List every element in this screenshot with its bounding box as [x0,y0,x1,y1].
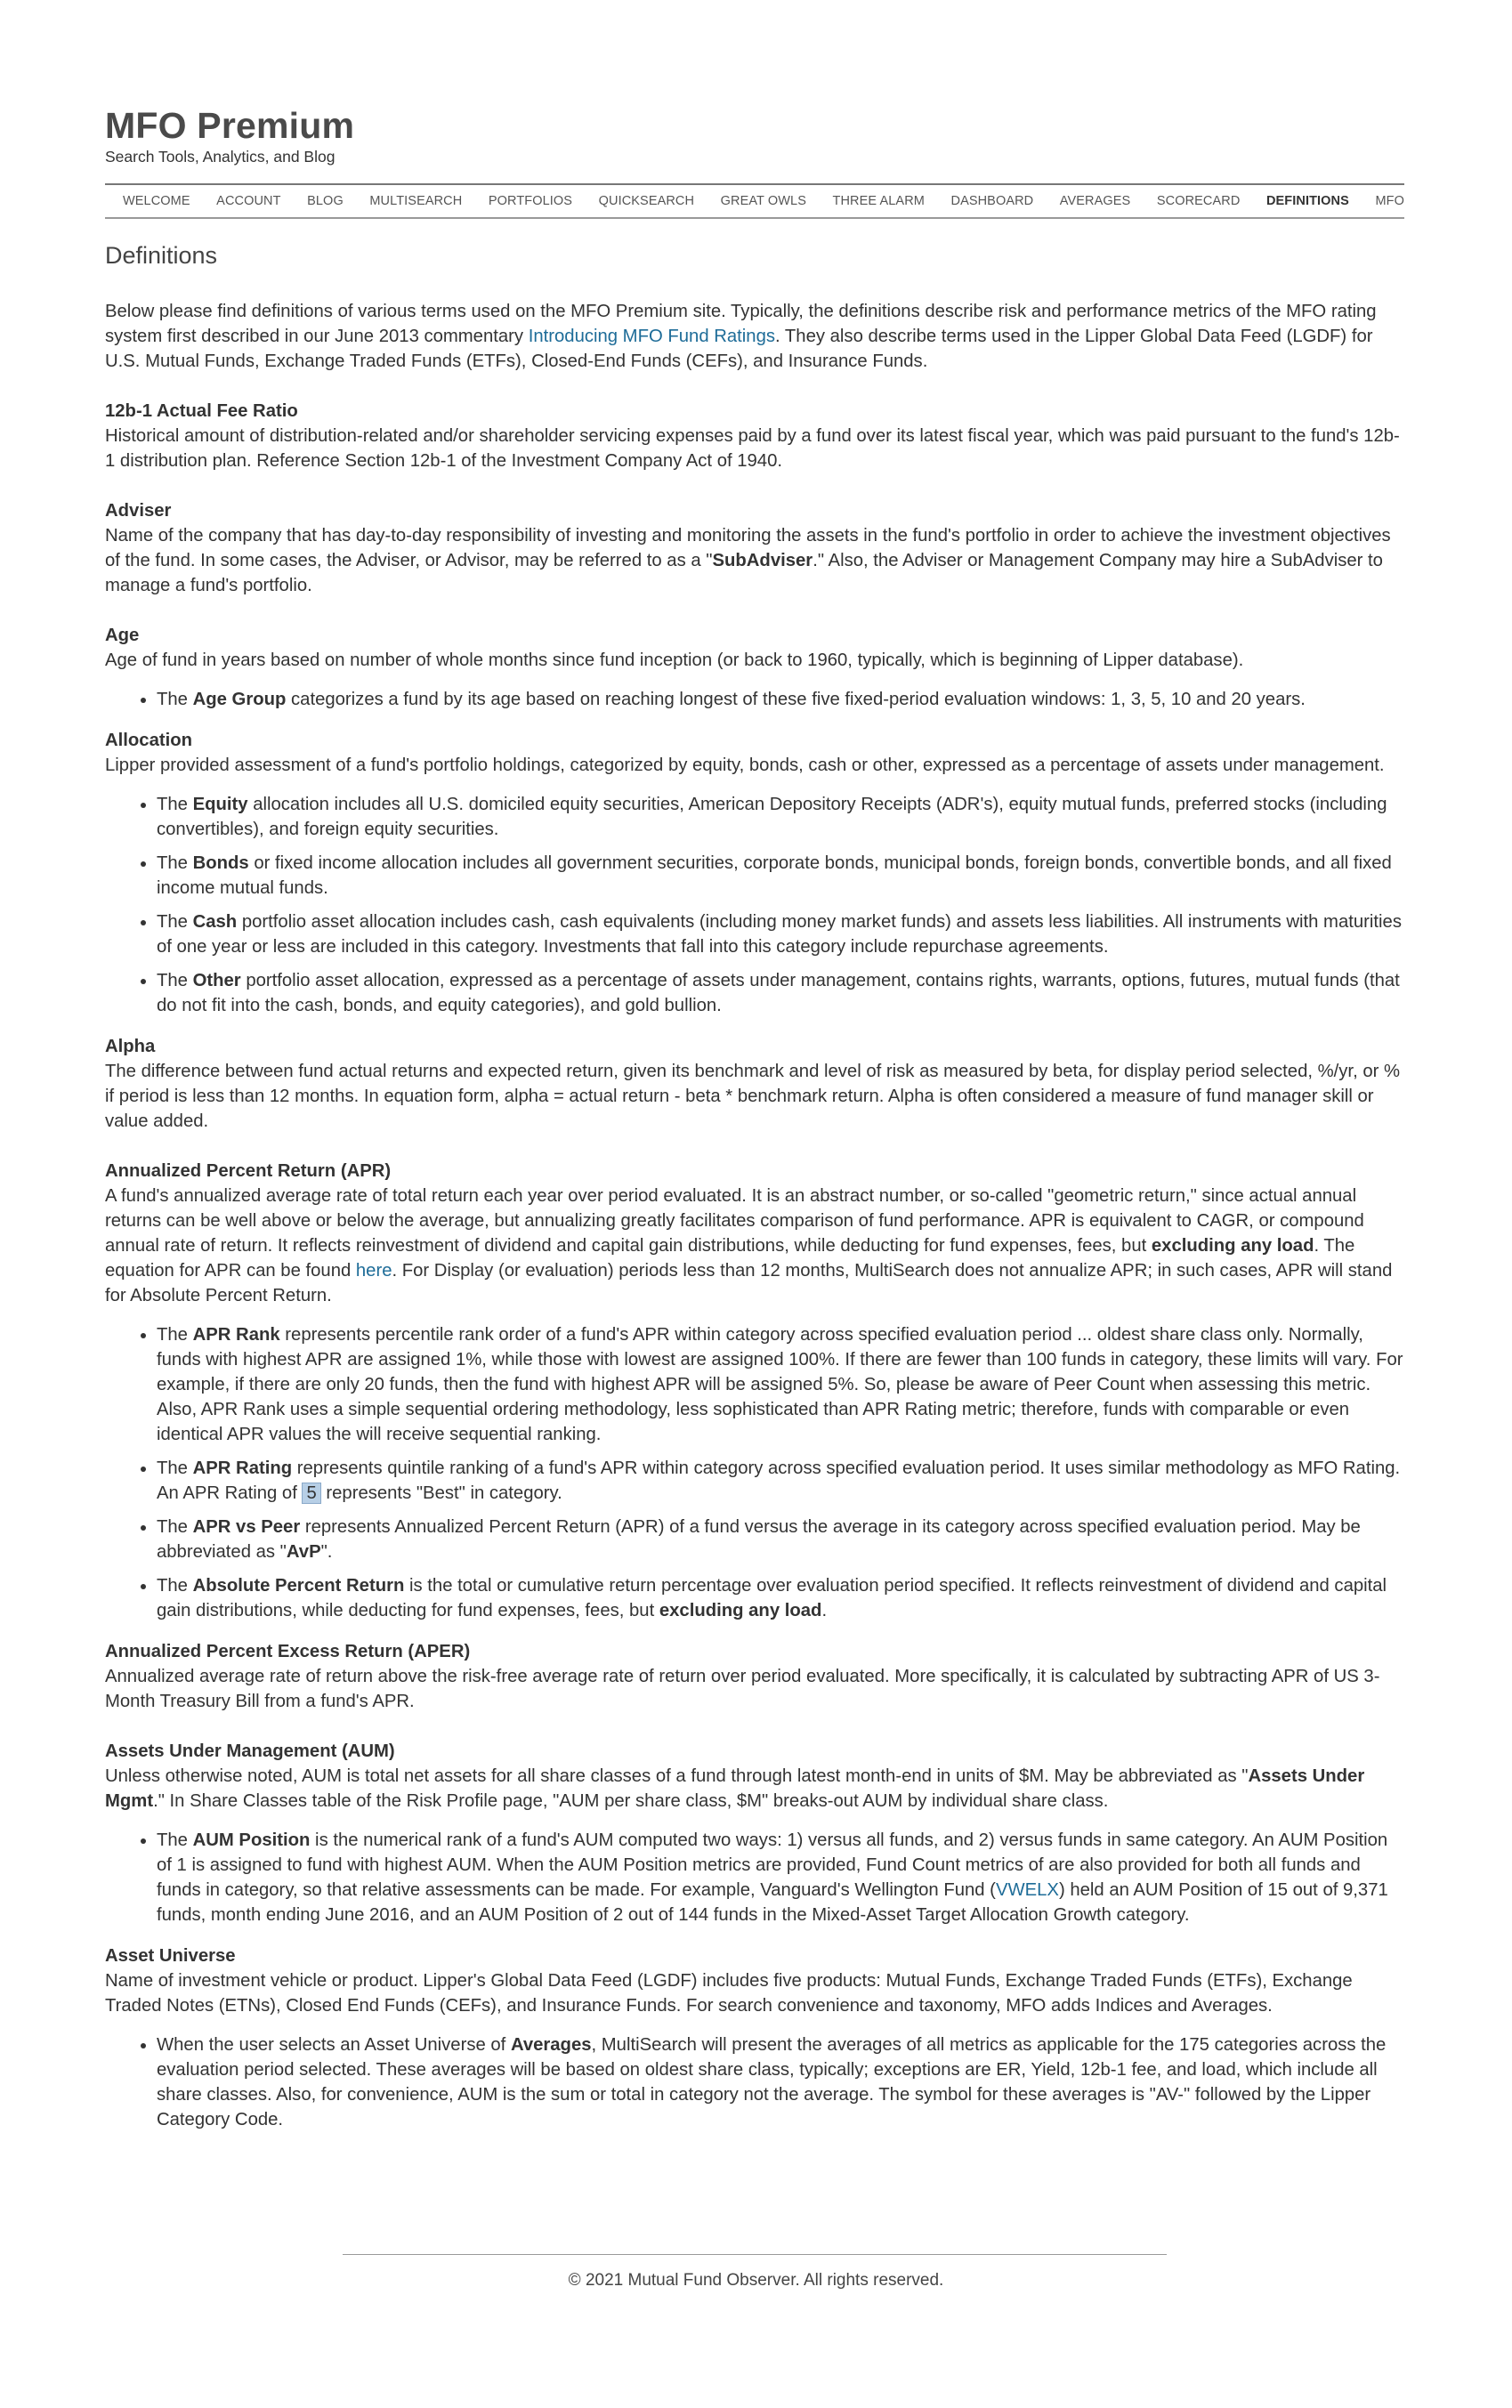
site-tagline: Search Tools, Analytics, and Blog [105,148,336,166]
bold-text: Other [192,971,241,990]
intro-text-2: . They also describe terms used in the Lipper Global Data Feed (LGDF) for U.S. Mutual Funds, Exchange Traded Funds (ETFs), Closed-End Funds (CEFs), and Insurance Funds. [105,327,1373,371]
bullet-list [105,687,1404,712]
term-aum [105,1739,1404,1927]
term-body: Annualized average rate of return above the risk-free average rate of return over period evaluated. More specifically, it is calculated by subtracting APR of US 3-Month Treasury Bill from a fund's APR. [105,1667,1380,1711]
text: ." In Share Classes table of the Risk Profile page, "AUM per share class, $M" breaks-out AUM by individual share class. [153,1791,1109,1811]
list-item [157,851,1404,901]
term-body: Lipper provided assessment of a fund's portfolio holdings, categorized by equity, bonds, cash or other, expressed as a percentage of assets under management. [105,756,1385,775]
term-12b1 [105,399,1404,473]
bold-text: Equity [192,795,248,814]
term-body: Age of fund in years based on number of whole months since fund inception (or back to 1960, typically, which is beginning of Lipper database). [105,650,1244,670]
bold-text: APR Rank [192,1325,280,1345]
list-item [157,1456,1404,1506]
bold-text: APR Rating [192,1459,293,1478]
site-title[interactable]: MFO Premium [105,105,355,146]
text: A fund's annualized average rate of total return each year over period evaluated. It is an abstract number, or so-called "geometric return," since actual annual returns can be well above or below the average, but annualizing greatly facilitates comparison of fund performance. APR is equivalent to CAGR, or compound annual rate of return. It reflects reinvestment of dividend and capital gain distributions, while deducting for fund expenses, fees, but [105,1186,1364,1256]
text: allocation includes all U.S. domiciled equity securities, American Depository Receipts (ADR's), equity mutual funds, preferred stocks (including convertibles), and foreign equity securities. [157,795,1387,839]
text: The [157,1325,193,1345]
bold-text: Age Group [192,690,287,709]
bullet-list [105,792,1404,1018]
page-title: Definitions [105,242,218,269]
nav-scorecard[interactable]: SCORECARD [1156,194,1241,208]
text: represents percentile rank order of a fund's APR within category across specified evaluation period ... oldest share class only. Normally, funds with highest APR are assigned 1%, while those with lowest are assigned 100%. If there are fewer than 100 funds in category, these limits will vary. For example, if there are only 20 funds, then the fund with highest APR will be assigned 5%. So, please be aware of Peer Count when assessing this metric. Also, APR Rank uses a simple sequential ordering methodology, less sophisticated than APR Rating metric; therefore, funds with comparable or even identical APR values the will receive sequential ranking. [157,1325,1403,1444]
term-heading: 12b-1 Actual Fee Ratio [105,401,298,421]
text: The [157,1830,193,1850]
text: portfolio asset allocation includes cash, cash equivalents (including money market funds) and assets less liabilities. All instruments with maturities of one year or less are included in this category. Investments that fall into this category include repurchase agreements. [157,912,1402,957]
text: When the user selects an Asset Universe of [157,2035,511,2055]
term-apr [105,1159,1404,1623]
text: or fixed income allocation includes all government securities, corporate bonds, municipal bonds, foreign bonds, convertible bonds, and all fixed income mutual funds. [157,853,1392,898]
term-heading: Asset Universe [105,1946,236,1966]
bold-text: AvP [286,1542,321,1562]
nav-averages[interactable]: AVERAGES [1059,194,1131,208]
term-body [105,1184,1404,1308]
bold-text: APR vs Peer [192,1517,301,1537]
footer-copyright: © 2021 Mutual Fund Observer. All rights reserved. [568,2271,944,2290]
list-item [157,1322,1404,1447]
term-body [105,1764,1404,1814]
text: The [157,795,193,814]
list-item [157,1573,1404,1623]
term-body: Name of investment vehicle or product. Lipper's Global Data Feed (LGDF) includes five products: Mutual Funds, Exchange Traded Funds (ETFs), Exchange Traded Notes (ETNs), Closed End Funds (CEFs), and Insurance Funds. For search convenience and taxonomy, MFO adds Indices and Averages. [105,1971,1353,2016]
nav-welcome[interactable]: WELCOME [123,194,190,208]
text: . The equation for APR can be found [105,1236,1355,1281]
bold-text: AUM Position [192,1830,311,1850]
nav-portfolios[interactable]: PORTFOLIOS [488,194,573,208]
definitions-content [105,299,1404,2148]
list-item [157,687,1404,712]
nav-definitions[interactable]: DEFINITIONS [1265,194,1349,208]
text: represents Annualized Percent Return (APR) of a fund versus the average in its category across specified evaluation period. May be abbreviated as " [157,1517,1361,1562]
text: is the total or cumulative return percentage over evaluation period specified. It reflects reinvestment of dividend and capital gain distributions, while deducting for fund expenses, fees, but [157,1576,1387,1620]
text: Unless otherwise noted, AUM is total net assets for all share classes of a fund through latest month-end in units of $M. May be abbreviated as " [105,1766,1249,1786]
footer-divider [343,2254,1167,2255]
rating-badge: 5 [302,1483,320,1504]
term-heading: Assets Under Management (AUM) [105,1741,395,1761]
list-item [157,909,1404,959]
vwelx-link[interactable]: VWELX [995,1880,1059,1900]
term-aper [105,1639,1404,1714]
text: The [157,1576,193,1596]
bold-text: Absolute Percent Return [192,1576,405,1596]
text: The [157,853,193,873]
introducing-ratings-link[interactable]: Introducing MFO Fund Ratings [528,327,776,346]
text: ." Also, the Adviser or Management Company may hire a SubAdviser to manage a fund's portfolio. [105,551,1383,595]
term-heading: Alpha [105,1037,156,1056]
text: represents quintile ranking of a fund's APR within category across specified evaluation period. It uses similar methodology as MFO Rating. An APR Rating of [157,1459,1401,1503]
term-body: The difference between fund actual returns and expected return, given its benchmark and level of risk as measured by beta, for display period selected, %/yr, or % if period is less than 12 months. In equation form, alpha = actual return - beta * benchmark return. Alpha is often considered a measure of fund manager skill or value added. [105,1062,1401,1131]
text: The [157,1459,193,1478]
list-item [157,1515,1404,1564]
nav-quicksearch[interactable]: QUICKSEARCH [598,194,695,208]
main-nav [105,183,1404,219]
text: is the numerical rank of a fund's AUM computed two ways: 1) versus all funds, and 2) versus funds in same category. An AUM Position of 1 is assigned to fund with highest AUM. When the AUM Position metrics are provided, Fund Count metrics of are also provided for both all funds and funds in category, so that relative assessments can be made. For example, Vanguard's Wellington Fund ( [157,1830,1388,1900]
apr-equation-link[interactable]: here [355,1261,392,1281]
term-body [105,523,1404,598]
term-heading: Allocation [105,731,193,750]
term-allocation [105,728,1404,1018]
bold-text: Cash [192,912,238,932]
bold-text: Averages [510,2035,592,2055]
intro-text: Below please find definitions of various terms used on the MFO Premium site. Typically, the definitions describe risk and performance metrics of the MFO rating system first described in our June 2013 commentary [105,302,1377,346]
term-heading: Annualized Percent Excess Return (APER) [105,1642,471,1661]
text: represents "Best" in category. [320,1483,562,1503]
text: . [821,1601,828,1620]
text: categorizes a fund by its age based on reaching longest of these five fixed-period evaluation windows: 1, 3, 5, 10 and 20 years. [286,690,1306,709]
nav-blog[interactable]: BLOG [307,194,344,208]
list-item [157,1828,1404,1927]
text: ) held an AUM Position of 15 out of 9,371 funds, month ending June 2016, and an AUM Position of 2 out of 144 funds in the Mixed-Asset Target Allocation Growth category. [157,1880,1388,1925]
bold-text: SubAdviser [712,551,813,570]
nav-mfo[interactable]: MFO [1375,194,1404,208]
term-heading: Age [105,626,140,645]
term-heading: Adviser [105,501,172,521]
text: ". [320,1542,333,1562]
text: . For Display (or evaluation) periods less than 12 months, MultiSearch does not annualize APR; in such cases, APR will stand for Absolute Percent Return. [105,1261,1393,1305]
bold-text: Assets Under Mgmt [105,1766,1365,1811]
bullet-list [105,1828,1404,1927]
nav-multisearch[interactable]: MULTISEARCH [369,194,463,208]
intro-paragraph [105,299,1404,374]
bold-text: excluding any load [659,1601,822,1620]
term-heading: Annualized Percent Return (APR) [105,1161,392,1181]
nav-account[interactable]: ACCOUNT [216,194,281,208]
nav-three-alarm[interactable]: THREE ALARM [832,194,925,208]
bold-text: Bonds [192,853,249,873]
list-item [157,968,1404,1018]
list-item [157,792,1404,842]
list-item [157,2032,1404,2132]
nav-great-owls[interactable]: GREAT OWLS [720,194,806,208]
term-asset-universe [105,1943,1404,2132]
text: Name of the company that has day-to-day responsibility of investing and monitoring the assets in the fund's portfolio in order to achieve the investment objectives of the fund. In some cases, the Adviser, or Advisor, may be referred to as a " [105,526,1391,570]
bold-text: excluding any load [1151,1236,1314,1256]
bullet-list [105,2032,1404,2132]
bullet-list [105,1322,1404,1623]
text: portfolio asset allocation, expressed as a percentage of assets under management, contains rights, warrants, options, futures, mutual funds (that do not fit into the cash, bonds, and equity categories), and gold bullion. [157,971,1400,1015]
text: The [157,971,193,990]
term-adviser [105,498,1404,598]
term-body: Historical amount of distribution-related and/or shareholder servicing expenses paid by a fund over its latest fiscal year, which was paid pursuant to the fund's 12b-1 distribution plan. Reference Section 12b-1 of the Investment Company Act of 1940. [105,426,1400,471]
text: The [157,690,193,709]
term-age [105,623,1404,712]
term-alpha [105,1034,1404,1134]
text: The [157,1517,193,1537]
nav-dashboard[interactable]: DASHBOARD [950,194,1034,208]
text: The [157,912,193,932]
text: , MultiSearch will present the averages of all metrics as applicable for the 175 categories across the evaluation period selected. These averages will be based on oldest share class, typically; exceptions are ER, Yield, 12b-1 fee, and load, which include all share classes. Also, for convenience, AUM is the sum or total in category not the average. The symbol for these averages is "AV-" followed by the Lipper Category Code. [157,2035,1387,2129]
